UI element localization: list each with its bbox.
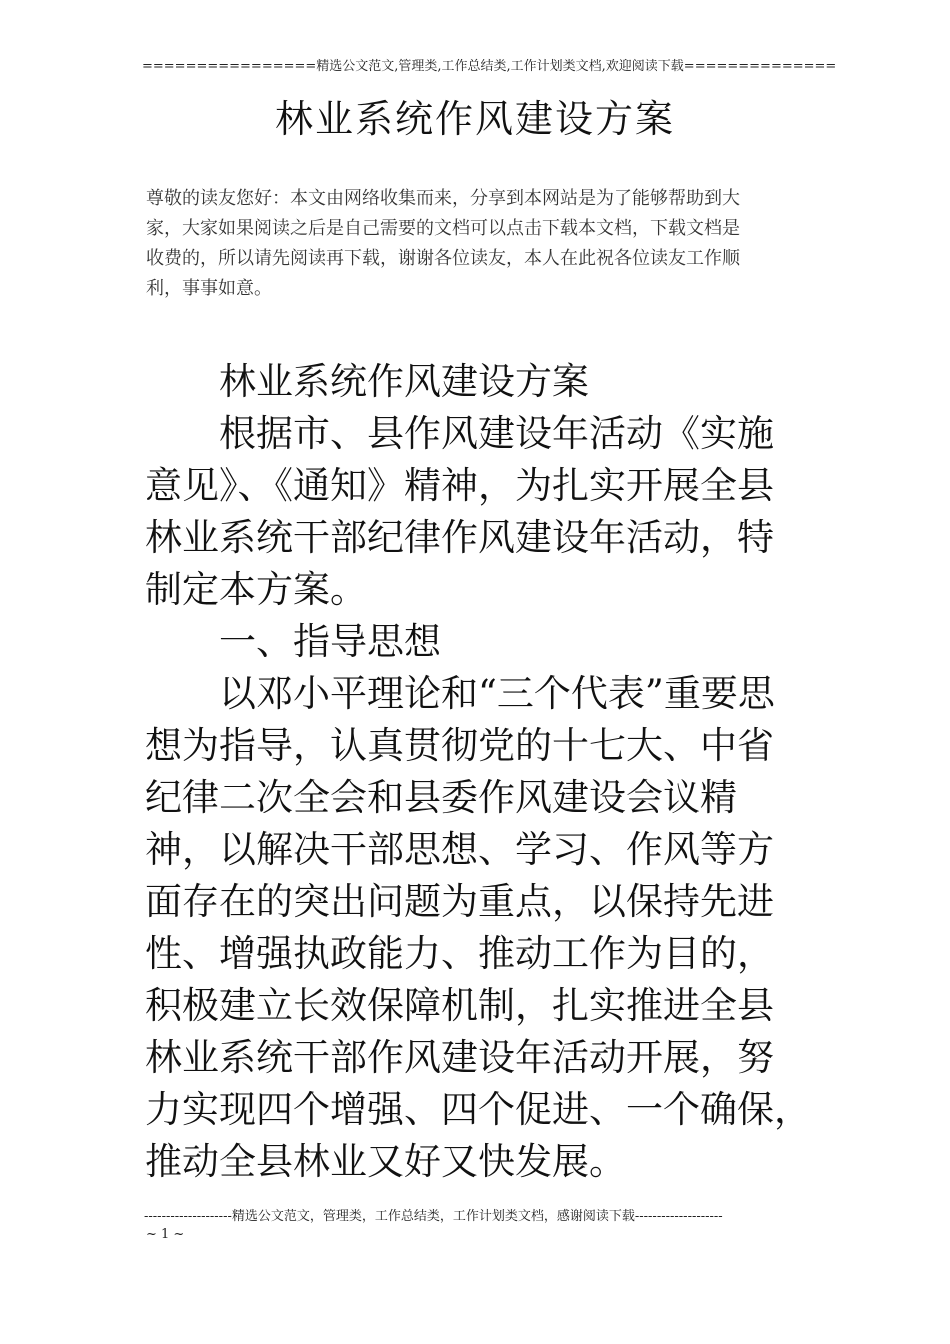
document-body	[145, 356, 825, 1188]
notice-line: 家，大家如果阅读之后是自己需要的文档可以点击下载本文档，下载文档是	[146, 218, 740, 239]
section-heading: 一、指导思想	[145, 620, 441, 663]
body-line: 意见》、《通知》精神，为扎实开展全县	[145, 464, 774, 507]
body-line: 以邓小平理论和“三个代表”重要思	[145, 672, 775, 715]
body-line: 纪律二次全会和县委作风建设会议精	[145, 776, 737, 819]
body-line: 性、增强执政能力、推动工作为目的，	[145, 932, 774, 975]
notice-line: 尊敬的读友您好：本文由网络收集而来，分享到本网站是为了能够帮助到大	[146, 188, 740, 209]
header-banner: ================精选公文范文,管理类,工作总结类,工作计划类文档,欢迎阅读下载==============	[142, 59, 837, 74]
body-line: 力实现四个增强、四个促进、一个确保，	[145, 1088, 811, 1131]
footer-banner: --------------------精选公文范文，管理类，工作总结类，工作计划类文档，感谢阅读下载--------------------	[144, 1209, 723, 1224]
notice-line: 利，事事如意。	[146, 278, 272, 299]
body-line: 面存在的突出问题为重点，以保持先进	[145, 880, 774, 923]
body-line: 根据市、县作风建设年活动《实施	[145, 412, 774, 455]
body-line: 林业系统干部纪律作风建设年活动，特	[145, 516, 774, 559]
body-line: 神，以解决干部思想、学习、作风等方	[145, 828, 774, 871]
page-number: ~ 1 ~	[146, 1227, 185, 1242]
document-title: 林业系统作风建设方案	[274, 97, 675, 141]
body-line: 想为指导，认真贯彻党的十七大、中省	[145, 724, 774, 767]
body-heading: 林业系统作风建设方案	[145, 360, 589, 403]
body-line: 推动全县林业又好又快发展。	[145, 1140, 626, 1183]
body-line: 林业系统干部作风建设年活动开展，努	[145, 1036, 774, 1079]
body-line: 制定本方案。	[145, 568, 367, 611]
notice-line: 收费的，所以请先阅读再下载，谢谢各位读友，本人在此祝各位读友工作顺	[146, 248, 740, 269]
body-line: 积极建立长效保障机制，扎实推进全县	[145, 984, 774, 1027]
reader-notice	[146, 184, 811, 304]
